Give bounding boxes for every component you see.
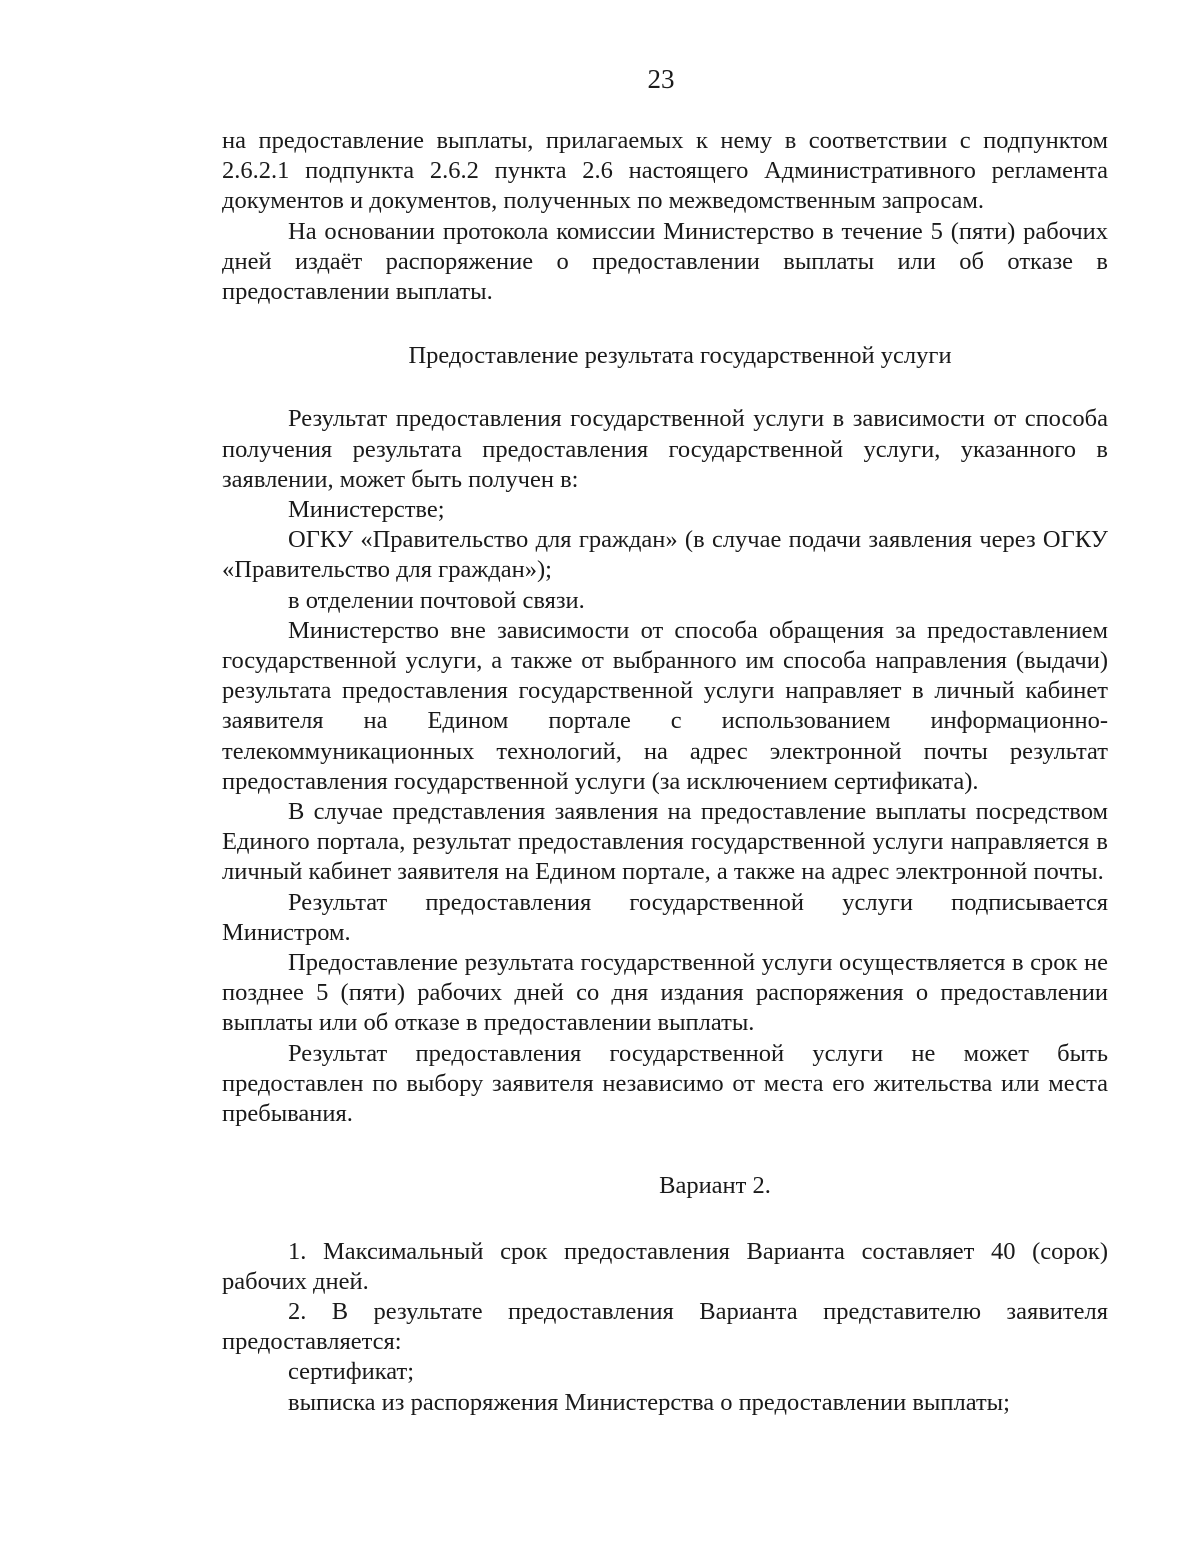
paragraph: Результат предоставления государственной услуги не может быть предоставлен по выбору заявителя независимо от места его жительства или места пребывания. — [222, 1039, 1108, 1128]
section-heading: Вариант 2. — [659, 1172, 771, 1200]
paragraph: Результат предоставления государственной услуги в зависимости от способа получения результата предоставления государственной услуги, указанного в заявлении, может быть получен в: — [222, 405, 1108, 493]
list-item: Министерстве; — [288, 496, 445, 524]
list-item: выписка из распоряжения Министерства о предоставлении выплаты; — [288, 1388, 1010, 1416]
list-item: в отделении почтовой связи. — [288, 586, 585, 614]
list-item: сертификат; — [288, 1358, 415, 1386]
paragraph: на предоставление выплаты, прилагаемых к нему в соответствии с подпунктом 2.6.2.1 подпункта 2.6.2 пункта 2.6 настоящего Административного регламента документов и документов, полученных по межведомственным запросам. — [222, 127, 1108, 215]
paragraph: Министерство вне зависимости от способа обращения за предоставлением государственной услуги, а также от выбранного им способа направления (выдачи) результата предоставления государственной услуги направляет в личный кабинет заявителя на Едином портале с использованием информационно-телекоммуникационных технологий, на адрес электронной почты результат предоставления государственной услуги (за исключением сертификата). — [222, 616, 1108, 795]
paragraph: 1. Максимальный срок предоставления Варианта составляет 40 (сорок) рабочих дней. — [222, 1237, 1108, 1295]
paragraph: В случае представления заявления на предоставление выплаты посредством Единого портала, результат предоставления государственной услуги направляется в личный кабинет заявителя на Едином портале, а также на адрес электронной почты. — [222, 798, 1108, 886]
paragraph: На основании протокола комиссии Министерство в течение 5 (пяти) рабочих дней издаёт распоряжение о предоставлении выплаты или об отказе в предоставлении выплаты. — [222, 217, 1108, 306]
list-item: ОГКУ «Правительство для граждан» (в случае подачи заявления через ОГКУ «Правительство для граждан»); — [222, 526, 1108, 584]
document-body — [222, 126, 1108, 1418]
paragraph: 2. В результате предоставления Варианта представителю заявителя предоставляется: — [222, 1297, 1108, 1356]
paragraph: Результат предоставления государственной услуги подписывается Министром. — [222, 888, 1108, 946]
paragraph: Предоставление результата государственной услуги осуществляется в срок не позднее 5 (пяти) рабочих дней со дня издания распоряжения о предоставлении выплаты или об отказе в предоставлении выплаты. — [222, 949, 1108, 1037]
page-number: 23 — [647, 64, 675, 94]
section-heading: Предоставление результата государственной услуги — [408, 342, 952, 370]
